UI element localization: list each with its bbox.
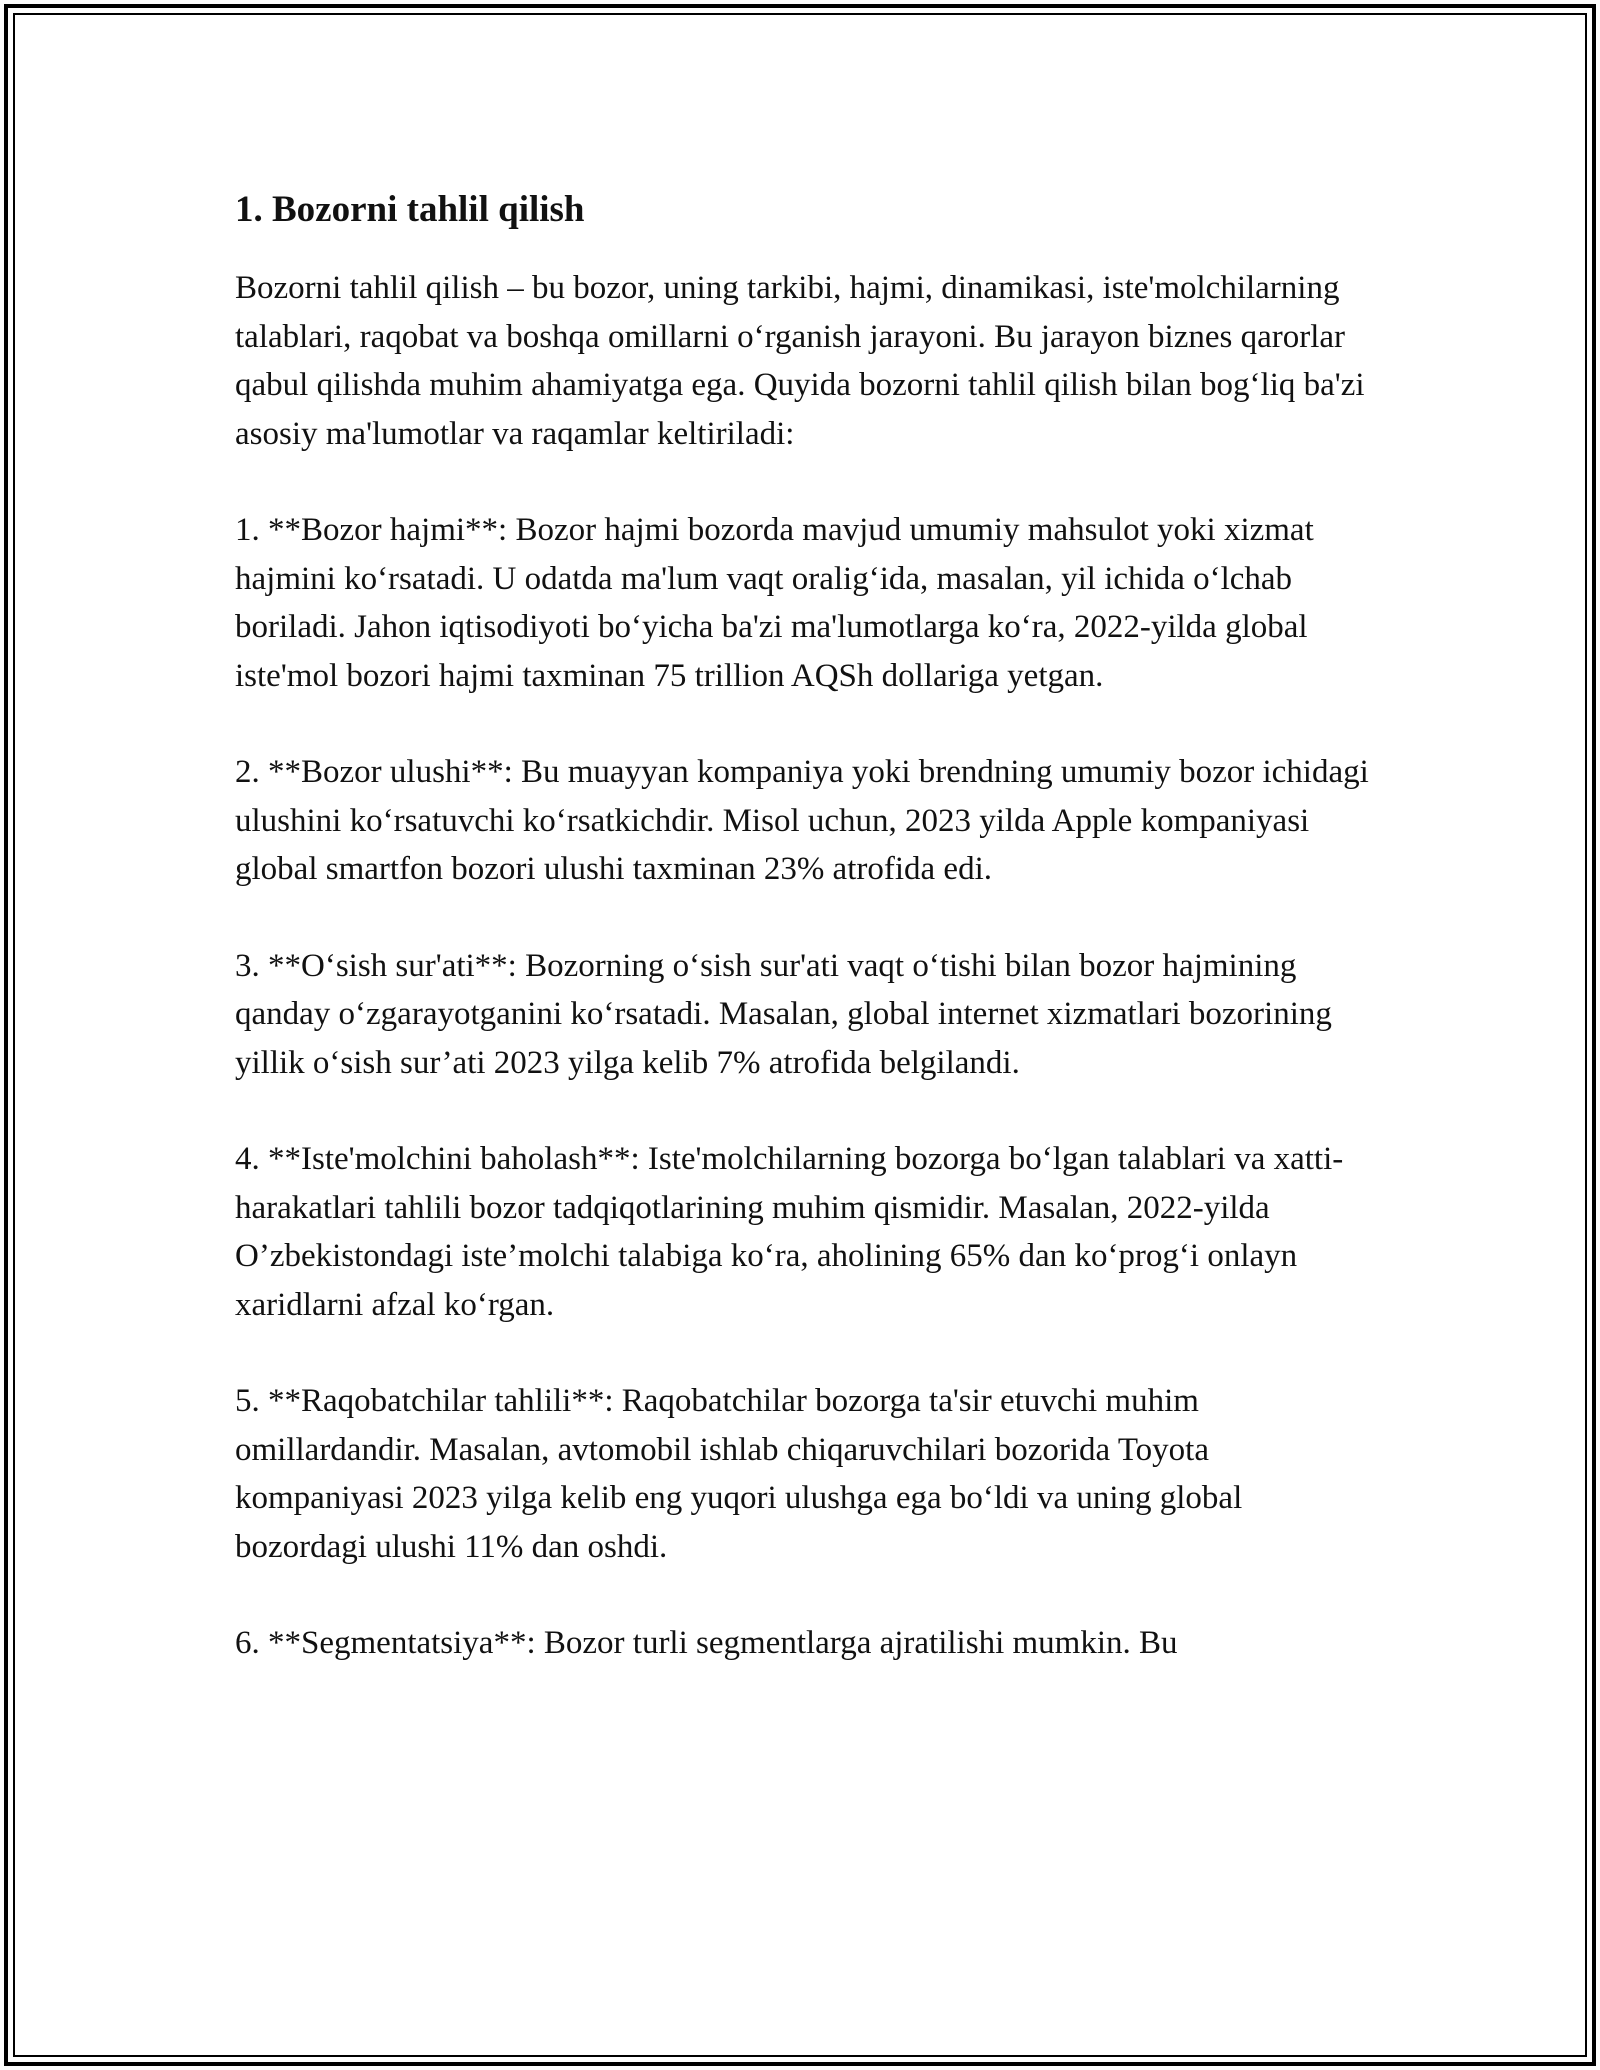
document-body (235, 186, 1375, 1716)
paragraph-segmentatsiya: 6. **Segmentatsiya**: Bozor turli segmentlarga ajratilishi mumkin. Bu (235, 1625, 1178, 1661)
paragraph-raqobatchilar-tahlili: 5. **Raqobatchilar tahlili**: Raqobatchilar bozorga ta'sir etuvchi muhim omillardandir. Masalan, avtomobil ishlab chiqaruvchilari bozorida Toyota kompaniyasi 2023 yilga kelib eng yuqori ulushga ega boʻldi va uning global bozordagi ulushi 11% dan oshdi. (235, 1383, 1243, 1565)
section-heading: 1. Bozorni tahlil qilish (235, 189, 585, 230)
intro-paragraph: Bozorni tahlil qilish – bu bozor, uning tarkibi, hajmi, dinamikasi, iste'molchilarning talablari, raqobat va boshqa omillarni oʻrganish jarayoni. Bu jarayon biznes qarorlar qabul qilishda muhim ahamiyatga ega. Quyida bozorni tahlil qilish bilan bogʻliq ba'zi asosiy ma'lumotlar va raqamlar keltiriladi: (235, 270, 1365, 452)
paragraph-osish-surati: 3. **Oʻsish sur'ati**: Bozorning oʻsish sur'ati vaqt oʻtishi bilan bozor hajmining qanday oʻzgarayotganini koʻrsatadi. Masalan, global internet xizmatlari bozorining yillik oʻsish sur’ati 2023 yilga kelib 7% atrofida belgilandi. (235, 947, 1332, 1081)
paragraph-bozor-hajmi: 1. **Bozor hajmi**: Bozor hajmi bozorda mavjud umumiy mahsulot yoki xizmat hajmini koʻrsatadi. U odatda ma'lum vaqt oraligʻida, masalan, yil ichida oʻlchab boriladi. Jahon iqtisodiyoti boʻyicha ba'zi ma'lumotlarga koʻra, 2022-yilda global iste'mol bozori hajmi taxminan 75 trillion AQSh dollariga yetgan. (235, 512, 1314, 694)
paragraph-bozor-ulushi: 2. **Bozor ulushi**: Bu muayyan kompaniya yoki brendning umumiy bozor ichidagi ulushini koʻrsatuvchi koʻrsatkichdir. Misol uchun, 2023 yilda Apple kompaniyasi global smartfon bozori ulushi taxminan 23% atrofida edi. (235, 754, 1369, 887)
paragraph-istemolchini-baholash: 4. **Iste'molchini baholash**: Iste'molchilarning bozorga boʻlgan talablari va xatti-harakatlari tahlili bozor tadqiqotlarining muhim qismidir. Masalan, 2022-yilda O’zbekistondagi iste’molchi talabiga koʻra, aholining 65% dan koʻprogʻi onlayn xaridlarni afzal koʻrgan. (235, 1141, 1344, 1323)
